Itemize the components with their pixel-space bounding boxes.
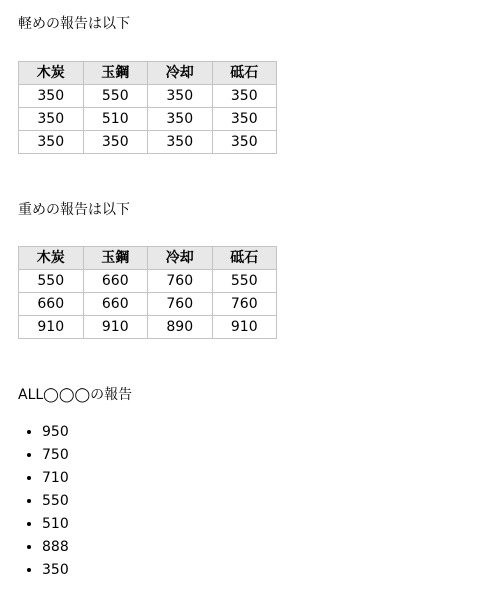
table-cell: 350 bbox=[148, 131, 213, 154]
table-cell: 350 bbox=[19, 85, 84, 108]
table-row bbox=[19, 316, 277, 339]
table-cell: 760 bbox=[148, 270, 213, 293]
table-cell: 350 bbox=[19, 131, 84, 154]
table-row bbox=[19, 85, 277, 108]
table-cell: 660 bbox=[83, 293, 148, 316]
heavy-report-heading: 重めの報告は以下 bbox=[18, 202, 130, 218]
table-row bbox=[19, 293, 277, 316]
table-cell: 350 bbox=[83, 131, 148, 154]
table-header-row bbox=[19, 247, 277, 270]
table-cell: 350 bbox=[212, 131, 277, 154]
list-item: • 750 bbox=[42, 444, 69, 467]
list-item: • 888 bbox=[42, 536, 69, 559]
light-report-heading: 軽めの報告は以下 bbox=[18, 16, 130, 32]
list-item: • 550 bbox=[42, 490, 69, 513]
table-header-cell-cooling: 冷却 bbox=[148, 62, 213, 85]
table-header-cell-whetstone: 砥石 bbox=[212, 247, 277, 270]
table-cell: 350 bbox=[212, 85, 277, 108]
table-cell: 760 bbox=[212, 293, 277, 316]
table-cell: 910 bbox=[19, 316, 84, 339]
table-header-cell-whetstone: 砥石 bbox=[212, 62, 277, 85]
table-header-cell-steel: 玉鋼 bbox=[83, 62, 148, 85]
table-header-cell-charcoal: 木炭 bbox=[19, 247, 84, 270]
table-header-row bbox=[19, 62, 277, 85]
table-cell: 910 bbox=[212, 316, 277, 339]
table-cell: 760 bbox=[148, 293, 213, 316]
table-cell: 350 bbox=[148, 85, 213, 108]
light-report-table bbox=[18, 61, 277, 154]
table-cell: 890 bbox=[148, 316, 213, 339]
table-cell: 510 bbox=[83, 108, 148, 131]
table-cell: 350 bbox=[148, 108, 213, 131]
table-cell: 550 bbox=[212, 270, 277, 293]
table-row bbox=[19, 131, 277, 154]
all-report-list bbox=[18, 421, 69, 582]
list-item: • 710 bbox=[42, 467, 69, 490]
table-header-cell-charcoal: 木炭 bbox=[19, 62, 84, 85]
table-header-cell-cooling: 冷却 bbox=[148, 247, 213, 270]
table-row bbox=[19, 108, 277, 131]
list-item: • 510 bbox=[42, 513, 69, 536]
all-report-heading: ALL◯◯◯の報告 bbox=[18, 387, 133, 403]
table-cell: 350 bbox=[212, 108, 277, 131]
table-cell: 350 bbox=[19, 108, 84, 131]
table-header-cell-steel: 玉鋼 bbox=[83, 247, 148, 270]
heavy-report-table bbox=[18, 246, 277, 339]
table-cell: 550 bbox=[83, 85, 148, 108]
table-row bbox=[19, 270, 277, 293]
table-cell: 550 bbox=[19, 270, 84, 293]
list-item: • 950 bbox=[42, 421, 69, 444]
table-cell: 660 bbox=[83, 270, 148, 293]
list-item: • 350 bbox=[42, 559, 69, 582]
table-cell: 660 bbox=[19, 293, 84, 316]
table-cell: 910 bbox=[83, 316, 148, 339]
